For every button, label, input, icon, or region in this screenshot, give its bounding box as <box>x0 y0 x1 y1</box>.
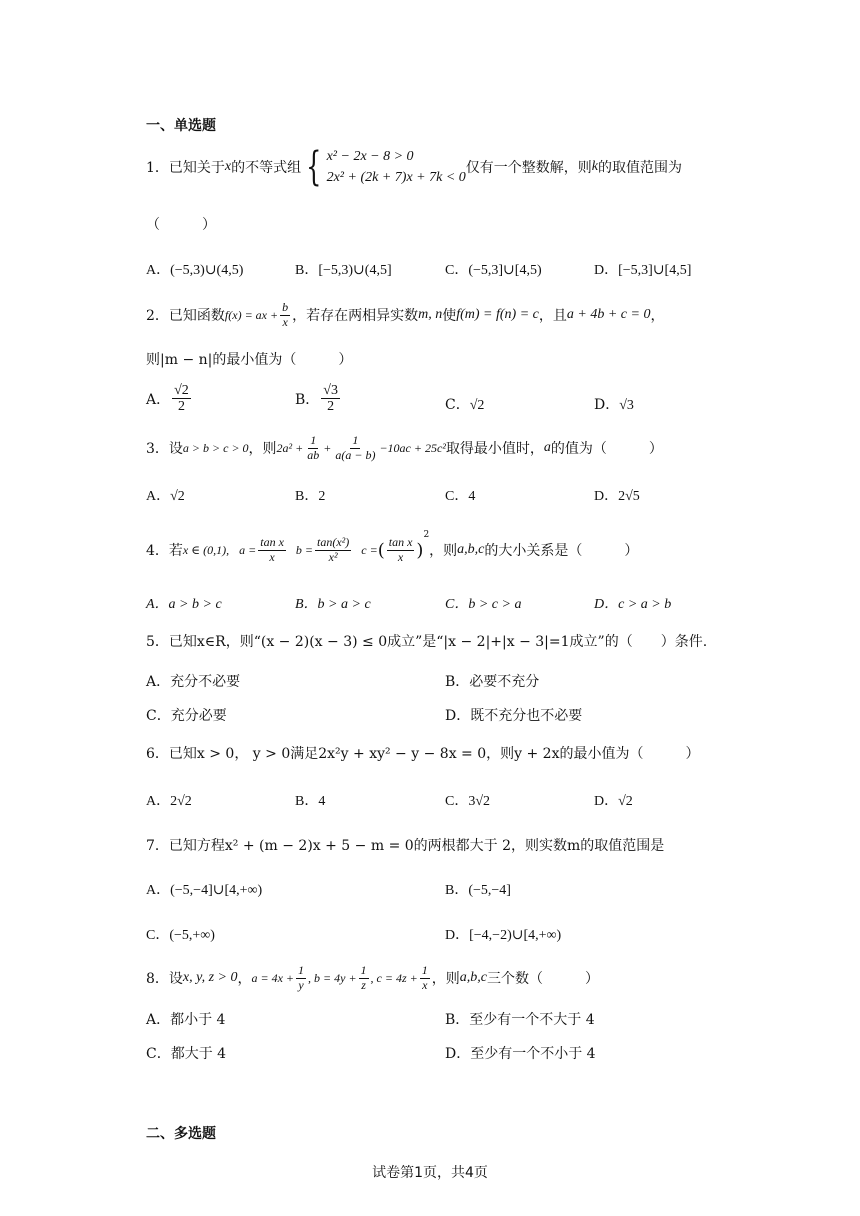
fraction <box>321 383 340 415</box>
numerator: b <box>282 300 289 315</box>
math-expr: c = <box>361 542 378 557</box>
question-text: 若 <box>168 543 183 559</box>
equation-system <box>327 146 466 188</box>
numerator: tan x <box>260 535 284 550</box>
option-d[interactable]: D．[−4,−2)∪[4,+∞) <box>445 928 562 943</box>
option-b[interactable]: B．[−5,3)∪(4,5] <box>295 263 392 278</box>
question-text: ，则 <box>248 441 277 457</box>
question-text: ，且 <box>538 308 567 324</box>
answer-paren: （ ） <box>146 217 216 233</box>
denominator: x <box>422 977 428 992</box>
question-text: 的值为（ ） <box>550 441 663 457</box>
question-text: 设 <box>168 971 183 987</box>
question-text: 使 <box>442 308 457 324</box>
option-c[interactable]: C．4 <box>445 489 476 504</box>
option-c[interactable]: C．(−5,+∞) <box>146 928 215 943</box>
option-value: D．c > a > b <box>594 597 672 612</box>
math-expr: + <box>323 440 332 455</box>
question-text: 的大小关系是（ ） <box>484 543 639 559</box>
option-label: A． <box>146 391 171 408</box>
math-expr: −10ac + 25c² <box>379 440 446 455</box>
option-b[interactable]: B．2 <box>295 489 326 504</box>
question-number: 3． <box>146 441 169 457</box>
denominator: a(a − b) <box>335 447 376 462</box>
option-value: B．b > a > c <box>295 597 371 612</box>
math-expr: a + 4b + c = 0 <box>566 307 651 322</box>
option-b[interactable]: B．至少有一个不大于 4 <box>445 1012 595 1028</box>
numerator: tan(x²) <box>317 535 350 550</box>
option-label: B． <box>295 391 320 408</box>
question-number: 8． <box>146 971 169 987</box>
option-b[interactable] <box>295 383 342 415</box>
option-b[interactable]: B．(−5,−4] <box>445 883 511 898</box>
option-d[interactable]: D．2√5 <box>594 489 640 504</box>
question-2 <box>146 298 664 332</box>
denominator: 2 <box>177 399 185 415</box>
math-var: m, n <box>418 307 443 322</box>
numerator: 1 <box>310 433 317 448</box>
section-title-multi-choice: 二、多选题 <box>146 1126 216 1142</box>
denominator: ab <box>307 447 320 462</box>
option-c[interactable] <box>445 394 484 414</box>
option-c[interactable] <box>445 593 521 613</box>
option-value: A．a > b > c <box>146 597 222 612</box>
option-b[interactable]: B．必要不充分 <box>445 674 540 690</box>
option-b[interactable]: B．4 <box>295 794 326 809</box>
option-a[interactable]: A．√2 <box>146 489 185 504</box>
math-expr: f(x) = ax + <box>224 307 279 322</box>
option-c[interactable]: C．3√2 <box>445 794 491 809</box>
math-expr: a > b > c > 0 <box>182 440 249 455</box>
math-expr: , b = 4y + <box>308 970 357 985</box>
fraction <box>387 536 415 563</box>
equation-line: x² − 2x − 8 > 0 <box>326 149 414 164</box>
option-a[interactable]: A．2√2 <box>146 794 192 809</box>
question-text: ，若存在两相异实数 <box>292 308 419 324</box>
fraction <box>305 434 321 461</box>
option-d[interactable]: D．既不充分也不必要 <box>445 708 583 724</box>
question-text: 已知关于 <box>168 160 225 176</box>
option-d[interactable]: D．[−5,3]∪[4,5] <box>594 263 692 278</box>
numerator: tan x <box>388 535 413 550</box>
numerator: √2 <box>174 383 189 398</box>
fraction <box>359 964 369 991</box>
question-4: 4． 若 x ∈ (0,1), a = $\frac{\text{tan x}}{x}$ b = $\frac{\text{tan(x²)}}{\text{x²}}$ c = ( $\frac{\text{tan x}}{x}$ ) $^2$ ，则 a,b,c 的大小关系是（ ） <box>146 530 639 564</box>
question-text: ， <box>650 308 665 324</box>
question-text: 已知函数 <box>168 308 225 324</box>
question-text: ， <box>237 971 252 987</box>
option-d[interactable]: D．至少有一个不小于 4 <box>445 1046 596 1062</box>
option-value: √2 <box>469 398 485 413</box>
math-expr: , c = 4z + <box>370 970 418 985</box>
math-var: a,b,c <box>459 970 487 985</box>
question-text: 三个数（ ） <box>486 971 599 987</box>
question-text: 设 <box>168 441 183 457</box>
denominator: x <box>282 314 288 329</box>
fraction <box>420 964 430 991</box>
math-var: x <box>224 159 232 174</box>
question-3 <box>146 430 663 466</box>
option-value: √3 <box>619 398 634 413</box>
fraction <box>280 301 290 328</box>
question-number: 1． <box>146 160 169 176</box>
question-2-line-2: 则|m − n|的最小值为（ ） <box>146 352 353 368</box>
question-8 <box>146 960 599 996</box>
option-d[interactable] <box>594 394 634 414</box>
option-a[interactable]: A．(−5,−4]∪[4,+∞) <box>146 883 263 898</box>
question-5: 5．已知x∈R，则“(x − 2)(x − 3) ≤ 0成立”是“|x − 2|+|x − 3|=1成立”的（ ）条件. <box>146 634 708 650</box>
numerator: 1 <box>298 963 305 978</box>
option-a[interactable]: A．充分不必要 <box>146 674 241 690</box>
page-footer: 试卷第1页，共4页 <box>372 1165 488 1181</box>
option-a[interactable] <box>146 593 222 613</box>
math-var: a <box>543 440 551 455</box>
math-expr: x, y, z > 0 <box>182 970 238 985</box>
option-d[interactable] <box>594 593 671 613</box>
equation-line: 2x² + (2k + 7)x + 7k < 0 <box>326 170 466 185</box>
fraction <box>296 964 306 991</box>
question-number: 4． <box>146 543 169 559</box>
numerator: 1 <box>421 963 428 978</box>
option-a[interactable]: A．(−5,3)∪(4,5) <box>146 263 244 278</box>
math-expr: a = 4x + <box>251 970 295 985</box>
numerator: 1 <box>360 963 367 978</box>
math-var: a,b,c <box>457 542 485 557</box>
question-number: 2． <box>146 308 169 324</box>
denominator: x <box>397 549 404 564</box>
denominator: z <box>361 977 366 992</box>
numerator: 1 <box>352 433 359 448</box>
question-7: 7．已知方程x² + (m − 2)x + 5 − m = 0的两根都大于 2，则实数m的取值范围是 <box>146 838 665 854</box>
option-label: D． <box>594 397 620 413</box>
denominator: 2 <box>327 399 335 415</box>
fraction <box>333 434 377 461</box>
option-d[interactable]: D．√2 <box>594 794 633 809</box>
math-expr: 2a² + <box>276 440 304 455</box>
math-expr: b = <box>295 542 314 557</box>
option-b[interactable] <box>295 593 371 613</box>
question-text: ，则 <box>429 543 458 559</box>
question-text: ，则 <box>431 971 460 987</box>
fraction <box>172 383 191 415</box>
numerator: √3 <box>323 383 338 398</box>
paren-right: ) <box>416 539 424 561</box>
option-c[interactable]: C．充分必要 <box>146 708 227 724</box>
denominator: x² <box>328 549 338 564</box>
option-label: C． <box>445 397 470 413</box>
option-value: C．b > c > a <box>445 597 522 612</box>
fraction <box>315 536 351 563</box>
fraction <box>258 536 286 563</box>
denominator: x <box>269 549 275 564</box>
section-title-single-choice: 一、单选题 <box>146 118 216 134</box>
option-c[interactable]: C．(−5,3]∪[4,5) <box>445 263 542 278</box>
brace-symbol: { <box>306 144 322 190</box>
option-a[interactable]: A．都小于 4 <box>146 1012 226 1028</box>
question-text: 仅有一个整数解，则 <box>465 160 592 176</box>
question-text: 取得最小值时， <box>445 441 544 457</box>
math-expr: a = <box>239 542 257 557</box>
question-text: 的不等式组 <box>231 160 302 176</box>
option-c[interactable]: C．都大于 4 <box>146 1046 227 1062</box>
math-expr: x ∈ (0,1), <box>182 542 230 557</box>
denominator: y <box>298 977 304 992</box>
math-var: k <box>591 159 598 174</box>
paren-left: ( <box>377 539 385 561</box>
math-expr: f(m) = f(n) = c <box>456 307 539 322</box>
question-1 <box>146 145 682 189</box>
question-6: 6．已知x > 0， y > 0满足2x²y + xy² − y − 8x = 0，则y + 2x的最小值为（ ） <box>146 746 700 762</box>
option-a[interactable] <box>146 383 193 415</box>
question-text: 的取值范围为 <box>597 160 682 176</box>
